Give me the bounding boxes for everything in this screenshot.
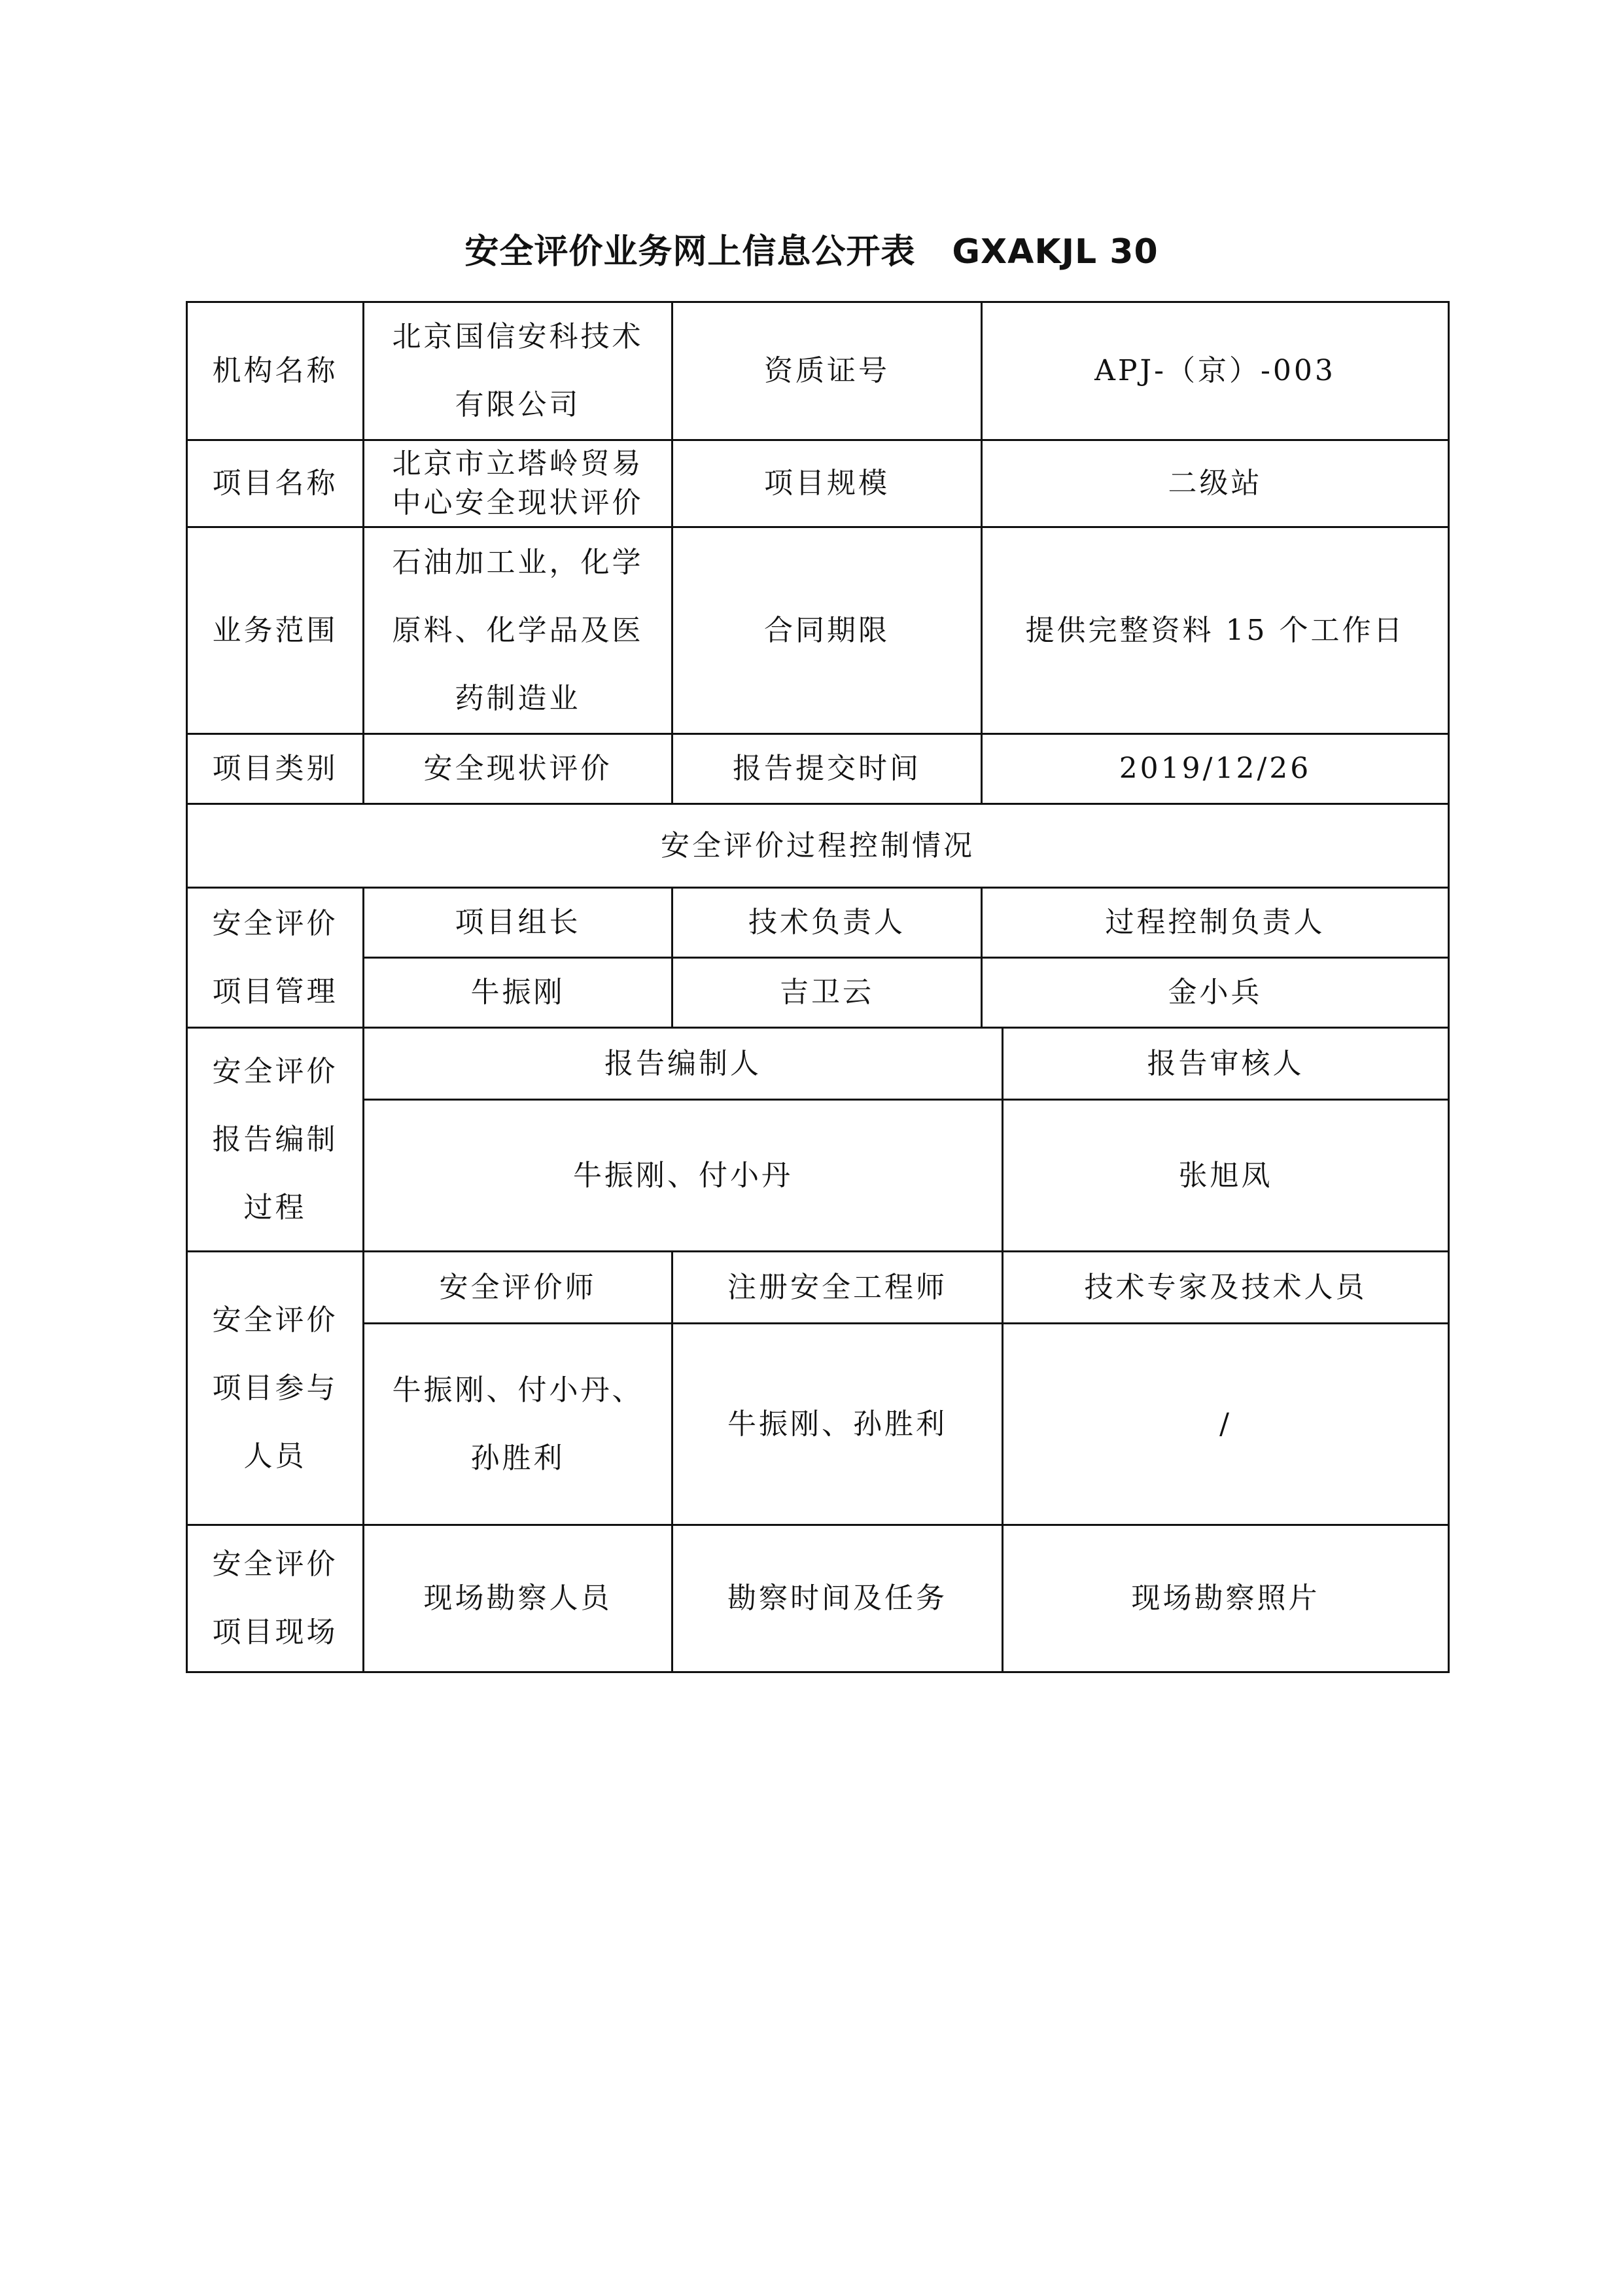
reviewer-label: 报告审核人 <box>1003 1028 1449 1100</box>
tech-lead-label: 技术负责人 <box>672 888 982 958</box>
leader-label: 项目组长 <box>364 888 672 958</box>
management-label <box>187 888 364 1028</box>
business-scope-label: 业务范围 <box>187 527 364 734</box>
management-label-line1: 安全评价 <box>212 906 338 940</box>
page-title-text: 安全评价业务网上信息公开表 <box>464 232 916 272</box>
report-label <box>187 1028 364 1252</box>
reviewer-value: 张旭凤 <box>1003 1100 1449 1252</box>
table-row <box>187 1028 1449 1100</box>
business-scope-line2: 原料、化学品及医 <box>392 613 644 647</box>
tech-lead-value: 吉卫云 <box>672 958 982 1028</box>
project-type-label: 项目类别 <box>187 734 364 804</box>
report-date-value: 2019/12/26 <box>982 734 1449 804</box>
authors-value: 牛振刚、付小丹 <box>364 1100 1003 1252</box>
process-section-title: 安全评价过程控制情况 <box>187 804 1449 888</box>
org-name-label: 机构名称 <box>187 302 364 440</box>
report-label-line2: 报告编制 <box>212 1122 338 1156</box>
cert-no-value: APJ-（京）-003 <box>982 302 1449 440</box>
report-label-line3: 过程 <box>243 1190 307 1224</box>
report-date-label: 报告提交时间 <box>672 734 982 804</box>
page-title <box>0 226 1623 278</box>
participants-label-line1: 安全评价 <box>212 1303 338 1337</box>
info-table <box>186 301 1450 1673</box>
project-type-value: 安全现状评价 <box>364 734 672 804</box>
table-row <box>187 1252 1449 1324</box>
site-label <box>187 1525 364 1672</box>
expert-label: 技术专家及技术人员 <box>1003 1252 1449 1324</box>
table-row <box>187 1100 1449 1252</box>
evaluator-label: 安全评价师 <box>364 1252 672 1324</box>
table-row <box>187 888 1449 958</box>
org-name-line1: 北京国信安科技术 <box>392 320 644 353</box>
org-name-line2: 有限公司 <box>455 388 581 421</box>
participants-label-line2: 项目参与 <box>212 1371 338 1405</box>
evaluators-line1: 牛振刚、付小丹、 <box>392 1373 644 1407</box>
management-label-line2: 项目管理 <box>212 974 338 1008</box>
author-label: 报告编制人 <box>364 1028 1003 1100</box>
evaluators-line2: 孙胜利 <box>470 1441 565 1475</box>
table-row <box>187 734 1449 804</box>
contract-term-value: 提供完整资料 15 个工作日 <box>982 527 1449 734</box>
table-row <box>187 440 1449 527</box>
business-scope-line1: 石油加工业，化学 <box>392 545 644 579</box>
process-lead-label: 过程控制负责人 <box>982 888 1449 958</box>
evaluators-value <box>364 1324 672 1525</box>
business-scope-value <box>364 527 672 734</box>
project-scale-label: 项目规模 <box>672 440 982 527</box>
org-name-value <box>364 302 672 440</box>
project-name-value <box>364 440 672 527</box>
form-code: GXAKJL 30 <box>952 232 1159 272</box>
project-name-label: 项目名称 <box>187 440 364 527</box>
experts-value: / <box>1003 1324 1449 1525</box>
survey-time-label: 勘察时间及任务 <box>672 1525 1003 1672</box>
project-name-line2: 中心安全现状评价 <box>392 486 644 520</box>
engineers-value: 牛振刚、孙胜利 <box>672 1324 1003 1525</box>
site-label-line1: 安全评价 <box>212 1547 338 1581</box>
table-row <box>187 302 1449 440</box>
surveyors-label: 现场勘察人员 <box>364 1525 672 1672</box>
process-lead-value: 金小兵 <box>982 958 1449 1028</box>
contract-term-label: 合同期限 <box>672 527 982 734</box>
table-row <box>187 804 1449 888</box>
table-row <box>187 958 1449 1028</box>
leader-value: 牛振刚 <box>364 958 672 1028</box>
table-row <box>187 1525 1449 1672</box>
participants-label-line3: 人员 <box>243 1439 307 1473</box>
project-name-line1: 北京市立塔岭贸易 <box>392 447 644 480</box>
survey-photos-label: 现场勘察照片 <box>1003 1525 1449 1672</box>
table-row <box>187 1324 1449 1525</box>
project-scale-value: 二级站 <box>982 440 1449 527</box>
engineer-label: 注册安全工程师 <box>672 1252 1003 1324</box>
participants-label <box>187 1252 364 1525</box>
site-label-line2: 项目现场 <box>212 1616 338 1649</box>
cert-no-label: 资质证号 <box>672 302 982 440</box>
table-row <box>187 527 1449 734</box>
business-scope-line3: 药制造业 <box>455 681 581 715</box>
report-label-line1: 安全评价 <box>212 1054 338 1088</box>
